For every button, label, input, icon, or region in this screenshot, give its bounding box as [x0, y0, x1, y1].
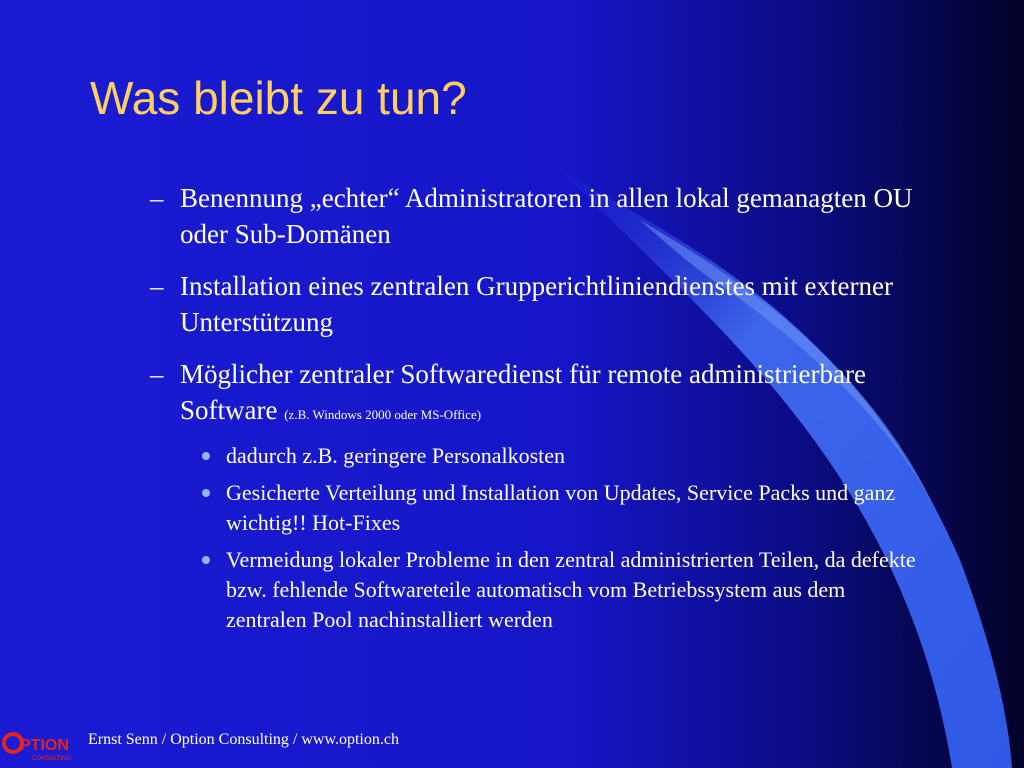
bullet-list: [150, 180, 920, 642]
sub-bullet-list: [200, 441, 920, 635]
bullet-dot-icon: [202, 556, 210, 564]
bullet-dot-icon: [202, 452, 210, 460]
option-logo: [2, 729, 82, 763]
slide-title: Was bleibt zu tun?: [90, 72, 467, 124]
dash-marker: –: [150, 183, 164, 213]
list-item-note: (z.B. Windows 2000 oder MS-Office): [284, 407, 482, 422]
logo-sub-text: CONSULTING: [32, 756, 71, 762]
list-item: [150, 356, 920, 433]
dash-marker: –: [150, 359, 164, 389]
list-item-text: Möglicher zentraler Softwaredienst für remote administrierbare Software: [180, 359, 866, 425]
dash-marker: –: [150, 271, 164, 301]
sub-list-item-text: Vermeidung lokaler Probleme in den zentral administrierten Teilen, da defekte bzw. fehlende Softwareteile automatisch vom Betriebssystem aus dem zentralen Pool nachinstalliert werden: [226, 547, 916, 632]
footer-text: Ernst Senn / Option Consulting / www.option.ch: [88, 731, 399, 748]
sub-list-item: [200, 545, 920, 635]
bullet-dot-icon: [202, 489, 210, 497]
logo-main-text: PTION: [20, 737, 69, 754]
sub-list-item: [200, 478, 920, 538]
list-item: [150, 180, 920, 252]
list-item-text: Installation eines zentralen Grupperichtliniendienstes mit externer Unterstützung: [180, 271, 893, 337]
sub-list-item-text: dadurch z.B. geringere Personalkosten: [226, 443, 566, 468]
sub-list-item: [200, 441, 920, 471]
sub-list-item-text: Gesicherte Verteilung und Installation von Updates, Service Packs und ganz wichtig!! Hot-Fixes: [226, 480, 896, 535]
list-item-text: Benennung „echter“ Administratoren in allen lokal gemanagten OU oder Sub-Domänen: [180, 183, 913, 249]
list-item: [150, 268, 920, 340]
